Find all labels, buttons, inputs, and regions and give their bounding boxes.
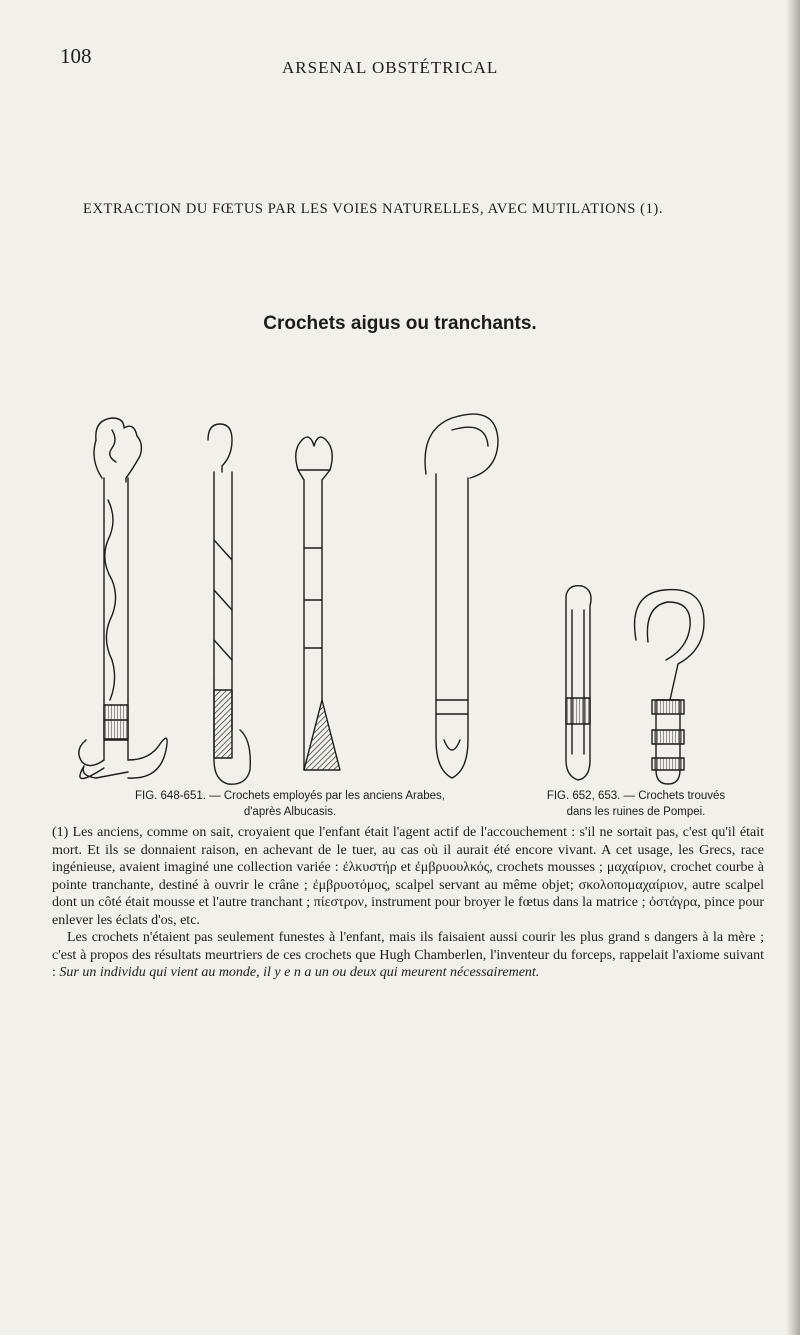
hook-figure-651 [425,414,498,778]
figure-caption-line: dans les ruines de Pompei. [566,806,706,818]
hook-figure-649 [208,424,250,784]
footnote-marker: (1) [52,825,69,840]
running-title: ARSENAL OBSTÉTRICAL [282,58,499,77]
hook-figure-648 [79,418,167,779]
footnote-paragraph-1 [52,824,764,929]
figure-caption-652-653 [520,788,752,820]
hook-figure-653 [635,590,704,784]
footnote-paragraph-2 [52,929,764,982]
figure-caption-648-651 [100,788,480,820]
subtitle: Crochets aigus ou tranchants. [263,313,537,334]
footnote [52,824,764,982]
figure-caption-line: FIG. 648-651. — Crochets employés par les anciens Arabes, [134,790,445,802]
hook-figure-650 [296,437,340,770]
hook-figure-652 [566,586,591,780]
page-number: 108 [60,44,92,68]
figure-caption-line: d'après Albucasis. [243,806,337,818]
footnote-text: Les crochets n'étaient pas seulement funestes à l'enfant, mais ils faisaient aussi courir les plus grand s dangers à la mère ; c'est à propos des résultats meurtriers de ces crochets que Hugh Chamberlen, l'inventeur du forceps, rappelait l'axiome suivant : [52,930,764,980]
footnote-italic-axiom: Sur un individu qui vient au monde, il y e n a un ou deux qui meurent nécessairement. [59,965,540,980]
figure-caption-line: FIG. 652, 653. — Crochets trouvés [546,790,726,802]
section-title: EXTRACTION DU FŒTUS PAR LES VOIES NATURELLES, AVEC MUTILATIONS (1). [83,201,664,217]
footnote-text: Les anciens, comme on sait, croyaient que l'enfant était l'agent actif de l'accouchement : s'il ne sortait pas, c'est qu'il était mort. Et ils se donnaient raison, en achevant de le tuer, au cas où il aurait été encore vivant. A cet usage, les Grecs, race ingénieuse, avaient imaginé une collection variée : ἐλκυστήρ et ἐμβρυουλκός, crochets mousses ; μαχαίριον, crochet courbe à pointe tranchante, destiné à ouvrir le crâne ; ἐμβρυοτόμος, scalpel servant au même objet; σκολοπομαχαίριον, autre scalpel dont un côté était mousse et l'autre tranchant ; πίεστρον, instrument pour broyer le fœtus dans la matrice ; ὀστάγρα, pince pour enlever les éclats d'os, etc. [52,825,765,928]
